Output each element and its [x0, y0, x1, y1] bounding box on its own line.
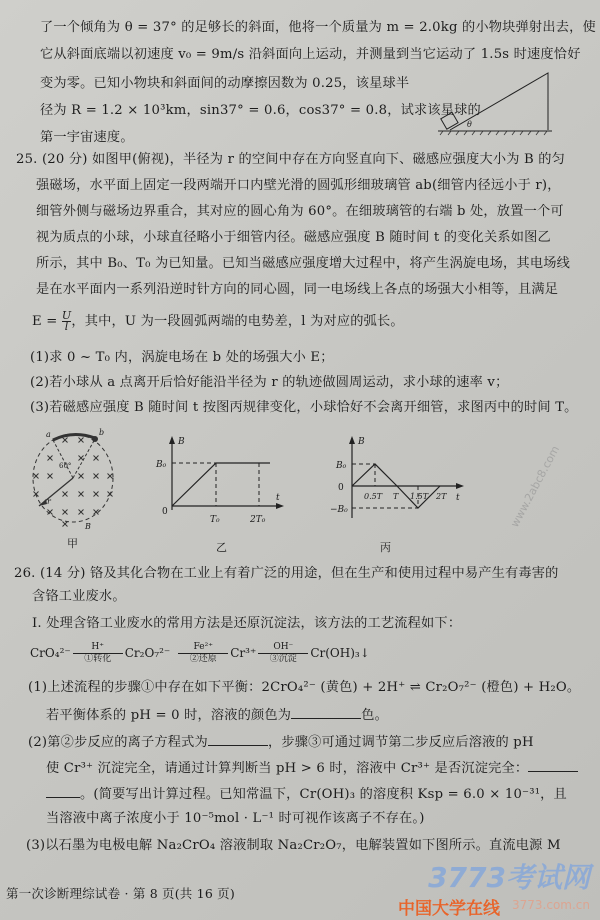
label-angle: 60°	[59, 462, 72, 470]
caption-bing: 丙	[380, 541, 391, 554]
flow-arrow-3	[258, 642, 308, 665]
label-b: b	[99, 428, 105, 437]
q25-stem-line: 视为质点的小球，小球直径略小于细管内径。磁感应强度 B 随时间 t 的变化关系如图乙	[36, 230, 551, 245]
tick-2T0: 2T₀	[250, 515, 266, 525]
tick-T: T	[393, 492, 399, 501]
q26-sub2-line	[46, 785, 567, 803]
y-axis-label: B	[178, 437, 185, 447]
incline-figure	[430, 70, 570, 140]
x-axis-label: t	[276, 493, 280, 503]
process-flow	[30, 636, 370, 670]
origin-label: 0	[162, 507, 168, 517]
caption-yi: 乙	[216, 541, 227, 554]
formula-numerator: U	[61, 309, 72, 322]
formula-denominator: l	[64, 320, 69, 333]
figure-yi-graph	[150, 432, 300, 556]
tick-B0: B₀	[156, 460, 167, 470]
answer-blank-precipitation-cont[interactable]	[46, 785, 80, 798]
magnetic-field-cross-marks	[34, 438, 113, 527]
answer-blank-equation[interactable]	[208, 733, 268, 746]
q25-subquestion-1: (1)求 0 ~ T₀ 内，涡旋电场在 b 处的场强大小 E；	[30, 350, 334, 365]
q24-line: 变为零。已知小物块和斜面间的动摩擦因数为 0.25，该星球半	[40, 76, 410, 91]
q26-stem-line: 含铬工业废水。	[32, 589, 126, 604]
caption-jia: 甲	[67, 537, 78, 550]
species-dichromate: Cr₂O₇²⁻	[124, 646, 171, 660]
tick-2T: 2T	[436, 492, 447, 501]
label-B: B	[85, 522, 91, 531]
q25-stem-line: 所示，其中 B₀、T₀ 为已知量。已知当磁感应强度增大过程中，将产生涡旋电场，其电场线	[36, 256, 570, 271]
q26-sub2-line	[28, 733, 534, 751]
species-cr3: Cr³⁺	[230, 646, 257, 660]
formula-lhs: E =	[32, 314, 58, 329]
formula-rest: ，其中，U 为一段圆弧两端的电势差，l 为对应的弧长。	[71, 314, 404, 329]
tick-0.5T: 0.5T	[364, 492, 383, 501]
text: 使 Cr³⁺ 沉淀完全，请通过计算判断当 pH > 6 时，溶液中 Cr³⁺ 是否沉淀完全：	[46, 761, 529, 776]
answer-blank-color[interactable]	[291, 706, 361, 719]
q25-stem-line: 强磁场，水平面上固定一段两端开口内壁光滑的圆弧形细玻璃管 ab(细管内径远小于 r)，	[36, 178, 561, 193]
q25-subquestion-3: (3)若磁感应强度 B 随时间 t 按图丙规律变化，小球恰好不会离开细管，求图丙中的时间 T。	[30, 400, 578, 415]
figure-bing-graph	[330, 432, 480, 556]
q24-line: 它从斜面底端以初速度 v₀ = 9m/s 沿斜面向上运动，并测量到当它运动了 1.5s 时速度恰好	[40, 47, 581, 62]
b-t-curve	[172, 463, 270, 506]
q26-sub3-line: (3)以石墨为电极电解 Na₂CrO₄ 溶液制取 Na₂Cr₂O₇，电解装置如下图所示。直流电源 M	[26, 838, 561, 853]
q26-sub2-line	[46, 759, 578, 777]
text: 色。	[361, 708, 388, 723]
label-a: a	[46, 430, 51, 439]
label-r: r	[47, 497, 51, 506]
arrow-step: ①转化	[84, 653, 112, 664]
arrow-reagent: H⁺	[91, 641, 105, 652]
site-watermark-logo	[300, 856, 600, 920]
origin-label: 0	[338, 483, 344, 493]
logo-main: 3773考试网	[428, 861, 590, 894]
q26-sub1-equilibrium: (1)上述流程的步骤①中存在如下平衡：2CrO₄²⁻ (黄色) + 2H⁺ ⇌ Cr₂O₇²⁻ (橙色) + H₂O。	[28, 680, 581, 695]
q24-line: 径为 R = 1.2 × 10³km，sin37° = 0.6，cos37° = 0.8，试求该星球的	[40, 103, 481, 118]
species-chromate: CrO₄²⁻	[30, 646, 71, 660]
answer-blank-precipitation[interactable]	[528, 759, 578, 772]
flow-arrow-2	[178, 642, 228, 665]
tick-negB0: −B₀	[330, 505, 348, 515]
q25-formula-line	[32, 311, 404, 332]
q26-sub2-line: 当溶液中离子浓度小于 10⁻⁵mol · L⁻¹ 时可视作该离子不存在。)	[46, 811, 425, 826]
arrow-reagent: Fe²⁺	[193, 641, 213, 652]
figure-jia	[25, 428, 135, 553]
page-footer: 第一次诊断理综试卷 · 第 8 页(共 16 页)	[6, 886, 235, 901]
tick-1.5T: 1.5T	[410, 492, 429, 501]
angle-label: θ	[467, 120, 472, 129]
arrow-step: ②还原	[189, 653, 217, 664]
q25-stem-line: 25. (20 分) 如图甲(俯视)，半径为 r 的空间中存在方向竖直向下、磁感应强度大小为 B 的匀	[16, 152, 566, 167]
q25-stem-line: 是在水平面内一系列沿逆时针方向的同心圆，同一电场线上各点的场强大小相等，且满足	[36, 282, 559, 297]
q26-stem-line: 26. (14 分) 铬及其化合物在工业上有着广泛的用途，但在生产和使用过程中易产生有毒害的	[14, 566, 559, 581]
logo-sub: 中国大学在线	[398, 899, 500, 919]
y-axis-label: B	[358, 437, 365, 447]
q25-subquestion-2: (2)若小球从 a 点离开后恰好能沿半径为 r 的轨迹做圆周运动，求小球的速率 v；	[30, 375, 509, 390]
diagonal-watermark: www.2abc8.com	[508, 443, 563, 530]
text: ，步骤③可通过调节第二步反应后溶液的 pH	[267, 735, 534, 750]
tick-B0: B₀	[336, 461, 347, 471]
q26-sub1-question	[46, 706, 388, 724]
q25-stem-line: 细管外侧与磁场边界重合，其对应的圆心角为 60°。在细玻璃管的右端 b 处，放置一个可	[36, 204, 564, 219]
q24-line: 了一个倾角为 θ = 37° 的足够长的斜面，他将一个质量为 m = 2.0kg 的小物块弹射出去，使	[40, 20, 596, 35]
tick-T0: T₀	[210, 515, 220, 525]
q24-line: 第一宇宙速度。	[40, 130, 134, 145]
text: 若平衡体系的 pH = 0 时，溶液的颜色为	[46, 708, 292, 723]
x-axis-label: t	[456, 493, 460, 503]
q26-part-I: Ⅰ. 处理含铬工业废水的常用方法是还原沉淀法，该方法的工艺流程如下：	[32, 616, 462, 631]
logo-url: 3773.com.cn	[512, 898, 590, 912]
text: (2)第②步反应的离子方程式为	[28, 735, 208, 750]
arrow-reagent: OH⁻	[273, 641, 294, 652]
species-crOH3: Cr(OH)₃↓	[310, 646, 370, 660]
text: 。(简要写出计算过程。已知常温下，Cr(OH)₃ 的溶度积 Ksp = 6.0 × 10⁻³¹，且	[80, 787, 567, 802]
flow-arrow-1	[73, 642, 123, 665]
arrow-step: ③沉淀	[269, 653, 297, 664]
